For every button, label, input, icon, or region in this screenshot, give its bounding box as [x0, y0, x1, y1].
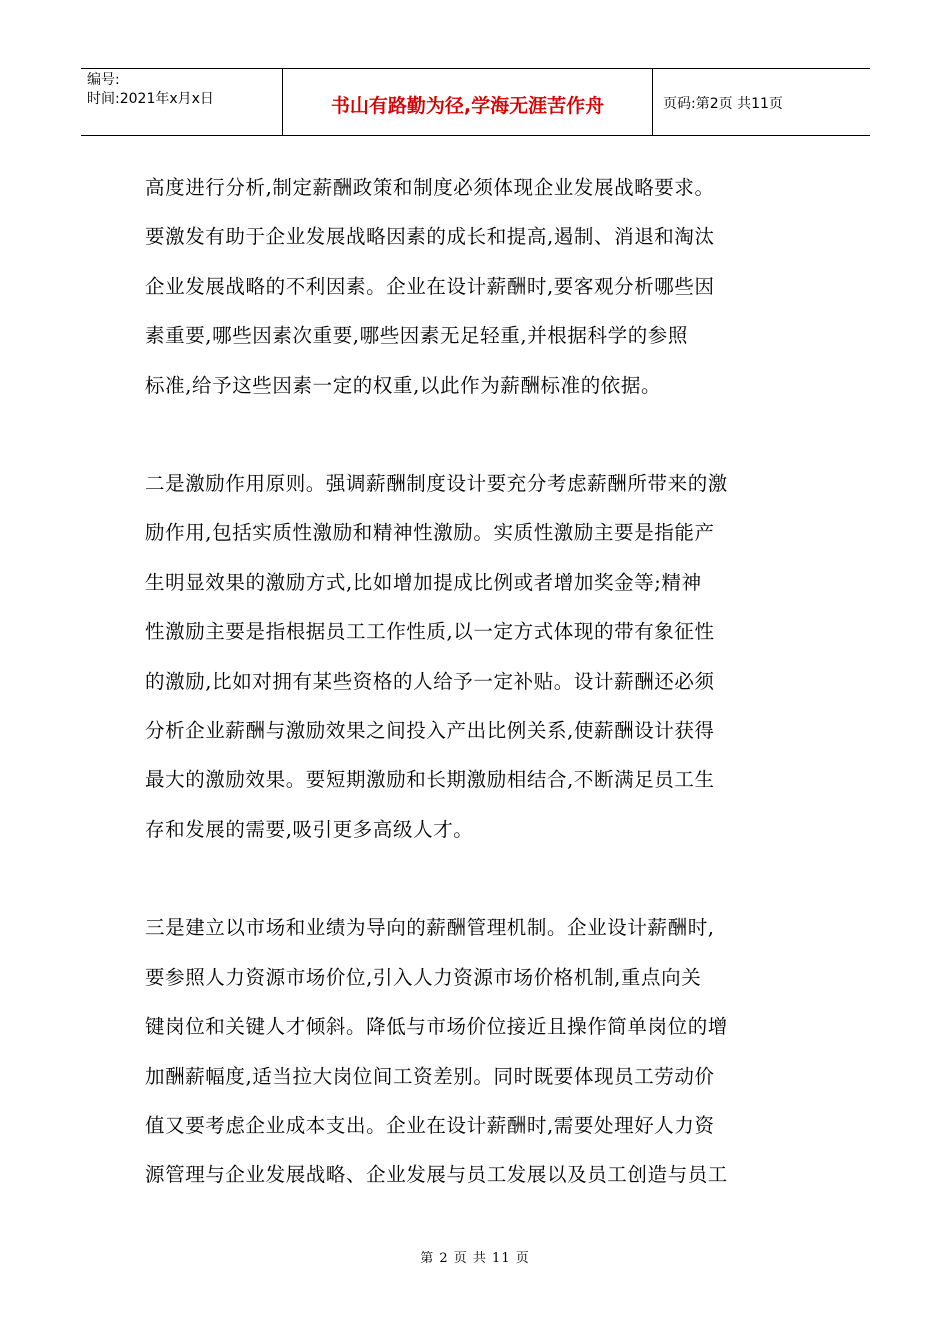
header-page-info: 页码:第2页 共11页 — [663, 96, 783, 112]
paragraph-2 — [145, 459, 810, 854]
document-header — [81, 68, 870, 136]
document-body — [145, 163, 810, 1200]
text-line: 分析企业薪酬与激励效果之间投入产出比例关系,使薪酬设计获得 — [145, 719, 715, 743]
text-line: 高度进行分析,制定薪酬政策和制度必须体现企业发展战略要求。 — [145, 176, 715, 199]
text-line: 的激励,比如对拥有某些资格的人给予一定补贴。设计薪酬还必须 — [145, 669, 715, 693]
text-line: 源管理与企业发展战略、企业发展与员工发展以及员工创造与员工 — [145, 1163, 728, 1187]
text-line: 性激励主要是指根据员工工作性质,以一定方式体现的带有象征性 — [145, 620, 715, 644]
text-line: 加酬薪幅度,适当拉大岗位间工资差别。同时既要体现员工劳动价 — [145, 1064, 715, 1088]
date-label: 时间:2021年x月x日 — [87, 91, 214, 107]
paragraph-1 — [145, 163, 810, 410]
text-line: 素重要,哪些因素次重要,哪些因素无足轻重,并根据科学的参照 — [145, 324, 688, 348]
text-line: 最大的激励效果。要短期激励和长期激励相结合,不断满足员工生 — [145, 768, 715, 792]
text-line: 键岗位和关键人才倾斜。降低与市场价位接近且操作简单岗位的增 — [145, 1015, 728, 1039]
text-line: 企业发展战略的不利因素。企业在设计薪酬时,要客观分析哪些因 — [145, 274, 715, 298]
header-meta-cell — [81, 69, 283, 135]
text-line: 要参照人力资源市场价位,引入人力资源市场价格机制,重点向关 — [145, 965, 702, 989]
text-line: 励作用,包括实质性激励和精神性激励。实质性激励主要是指能产 — [145, 521, 715, 545]
paragraph-gap — [145, 410, 810, 459]
paragraph-gap — [145, 854, 810, 903]
text-line: 存和发展的需要,吸引更多高级人才。 — [145, 817, 474, 841]
paragraph-3 — [145, 903, 810, 1199]
text-line: 三是建立以市场和业绩为导向的薪酬管理机制。企业设计薪酬时, — [145, 916, 715, 940]
text-line: 要激发有助于企业发展战略因素的成长和提高,遏制、消退和淘汰 — [145, 225, 715, 249]
text-line: 生明显效果的激励方式,比如增加提成比例或者增加奖金等;精神 — [145, 570, 702, 594]
serial-number-label: 编号: — [87, 72, 120, 88]
text-line: 值又要考虑企业成本支出。企业在设计薪酬时,需要处理好人力资 — [145, 1113, 715, 1137]
text-line: 二是激励作用原则。强调薪酬制度设计要充分考虑薪酬所带来的激 — [145, 472, 728, 496]
page-footer: 第 2 页 共 11 页 — [420, 1251, 530, 1266]
header-motto: 书山有路勤为径,学海无涯苦作舟 — [283, 69, 653, 135]
text-line: 标准,给予这些因素一定的权重,以此作为薪酬标准的依据。 — [145, 373, 662, 397]
